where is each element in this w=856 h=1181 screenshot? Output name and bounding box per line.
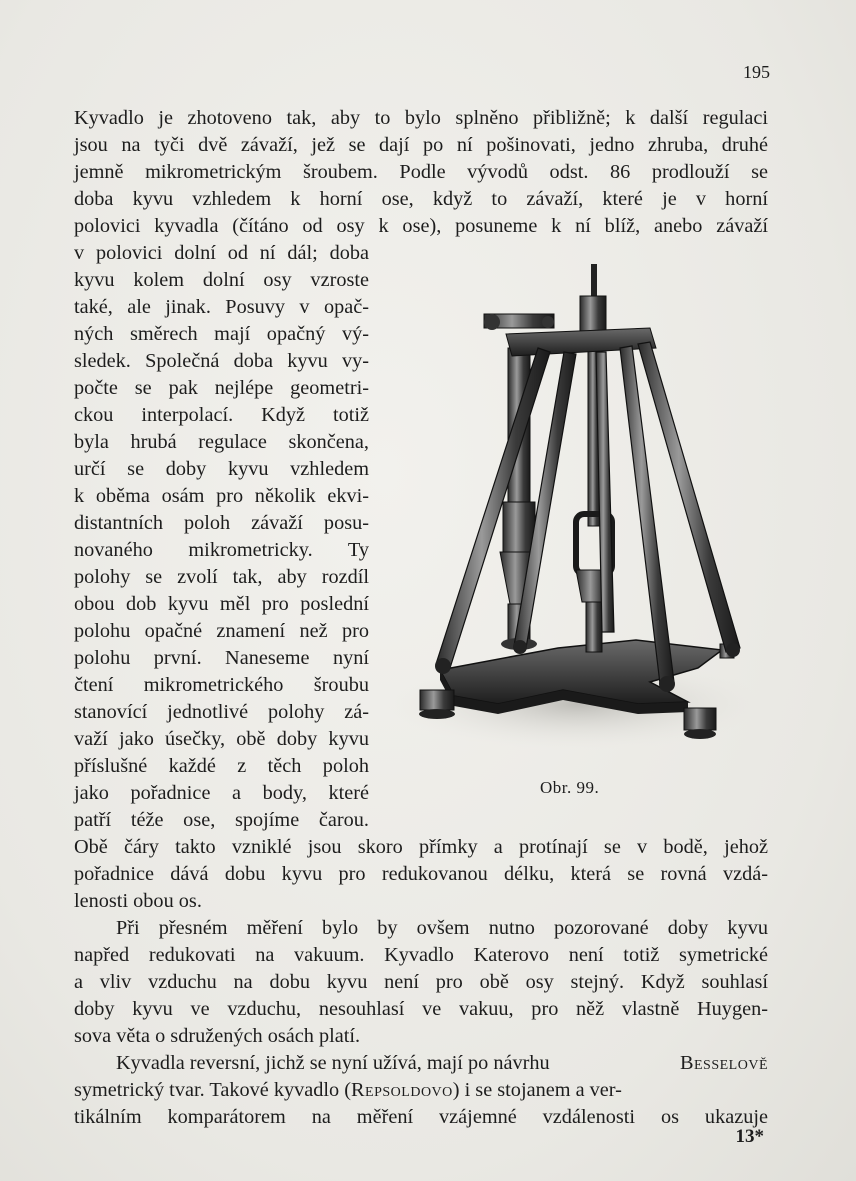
text-line: doba kyvu vzhledem k horní ose, když to závaží, které je v horní [74,188,768,210]
text-run: symetrický tvar. Takové kyvadlo (Repsoldovo) i se stojanem a ver- [74,1079,622,1101]
text-line: stanovící jednotlivé polohy zá- [74,701,369,723]
text-line: polohy se zvolí tak, aby rozdíl [74,566,369,588]
text-line: pořadnice dává dobu kyvu pro redukovanou délku, která se rovná vzdá- [74,863,768,885]
text-line: sova věta o sdružených osách platí. [74,1025,361,1047]
text-line: a vliv vzduchu na dobu kyvu není pro obě osy stejný. Když souhlasí [74,971,768,993]
figure-caption: Obr. 99. [540,778,600,797]
text-line: také, ale jinak. Posuvy v opač- [74,296,369,318]
text-line: novaného mikrometricky. Ty [74,539,369,561]
author-name: Repsoldovo [351,1079,453,1101]
text-line: važí jako úsečky, obě doby kyvu [74,728,369,750]
text-line: ných směrech mají opačný vý- [74,323,369,345]
text-line: kyvu kolem dolní osy vzroste [74,269,369,291]
text-line: ckou interpolací. Když totiž [74,404,369,426]
text-line: patří téže ose, spojíme čarou. [74,809,369,831]
text-line: lenosti obou os. [74,890,202,912]
page-number: 195 [743,62,770,82]
text-line: Při přesném měření bylo by ovšem nutno pozorované doby kyvu [116,917,768,939]
signature-mark: 13* [735,1126,764,1147]
text-line: polohu první. Naneseme nyní [74,647,369,669]
text-line: v polovici dolní od ní dál; doba [74,242,369,264]
top-head [506,328,656,356]
text-line: jemně mikrometrickým šroubem. Podle vývodů odst. 86 prodlouží se [74,161,768,183]
text-line: napřed redukovati na vakuum. Kyvadlo Katerovo není totiž symetrické [74,944,768,966]
text-run: Kyvadla reversní, jichž se nyní užívá, mají po návrhu [116,1052,550,1074]
text-line: polohu opačné znamení než pro [74,620,369,642]
text-line: obou dob kyvu měl pro poslední [74,593,369,615]
author-name: Besselově [679,1052,768,1074]
text-line: Obě čáry takto vzniklé jsou skoro přímky a protínají se v bodě, jehož [74,836,768,858]
text-line: čtení mikrometrického šroubu [74,674,369,696]
text-line: příslušné každé z těch poloh [74,755,369,777]
text-line: jako pořadnice a body, které [74,782,369,804]
text-line: doby kyvu ve vzduchu, nesouhlasí ve vakuu, pro něž vlastně Huygen- [74,998,768,1020]
text-line: sledek. Společná doba kyvu vy- [74,350,369,372]
text-line [116,1051,768,1077]
text-line: Kyvadlo je zhotoveno tak, aby to bylo splněno přibližně; k další regulaci [74,107,768,129]
text-line [74,1078,768,1104]
text-line: tikálním komparátorem na měření vzájemné vzdálenosti os ukazuje [74,1106,768,1128]
text-line: byla hrubá regulace skončena, [74,431,369,453]
text-line: jsou na tyči dvě závaží, jež se dají po ní pošinovati, jedno zhruba, druhé [74,134,768,156]
text-line: k oběma osám pro několik ekvi- [74,485,369,507]
text-line: polovici kyvadla (čítáno od osy k ose), posuneme k ní blíž, anebo závaží [74,215,768,237]
text-line: počte se pak nejlépe geometri- [74,377,369,399]
text-line: distantních poloh závaží posu- [74,512,369,534]
figure-illustration [388,252,766,764]
text-line: určí se doby kyvu vzhledem [74,458,369,480]
